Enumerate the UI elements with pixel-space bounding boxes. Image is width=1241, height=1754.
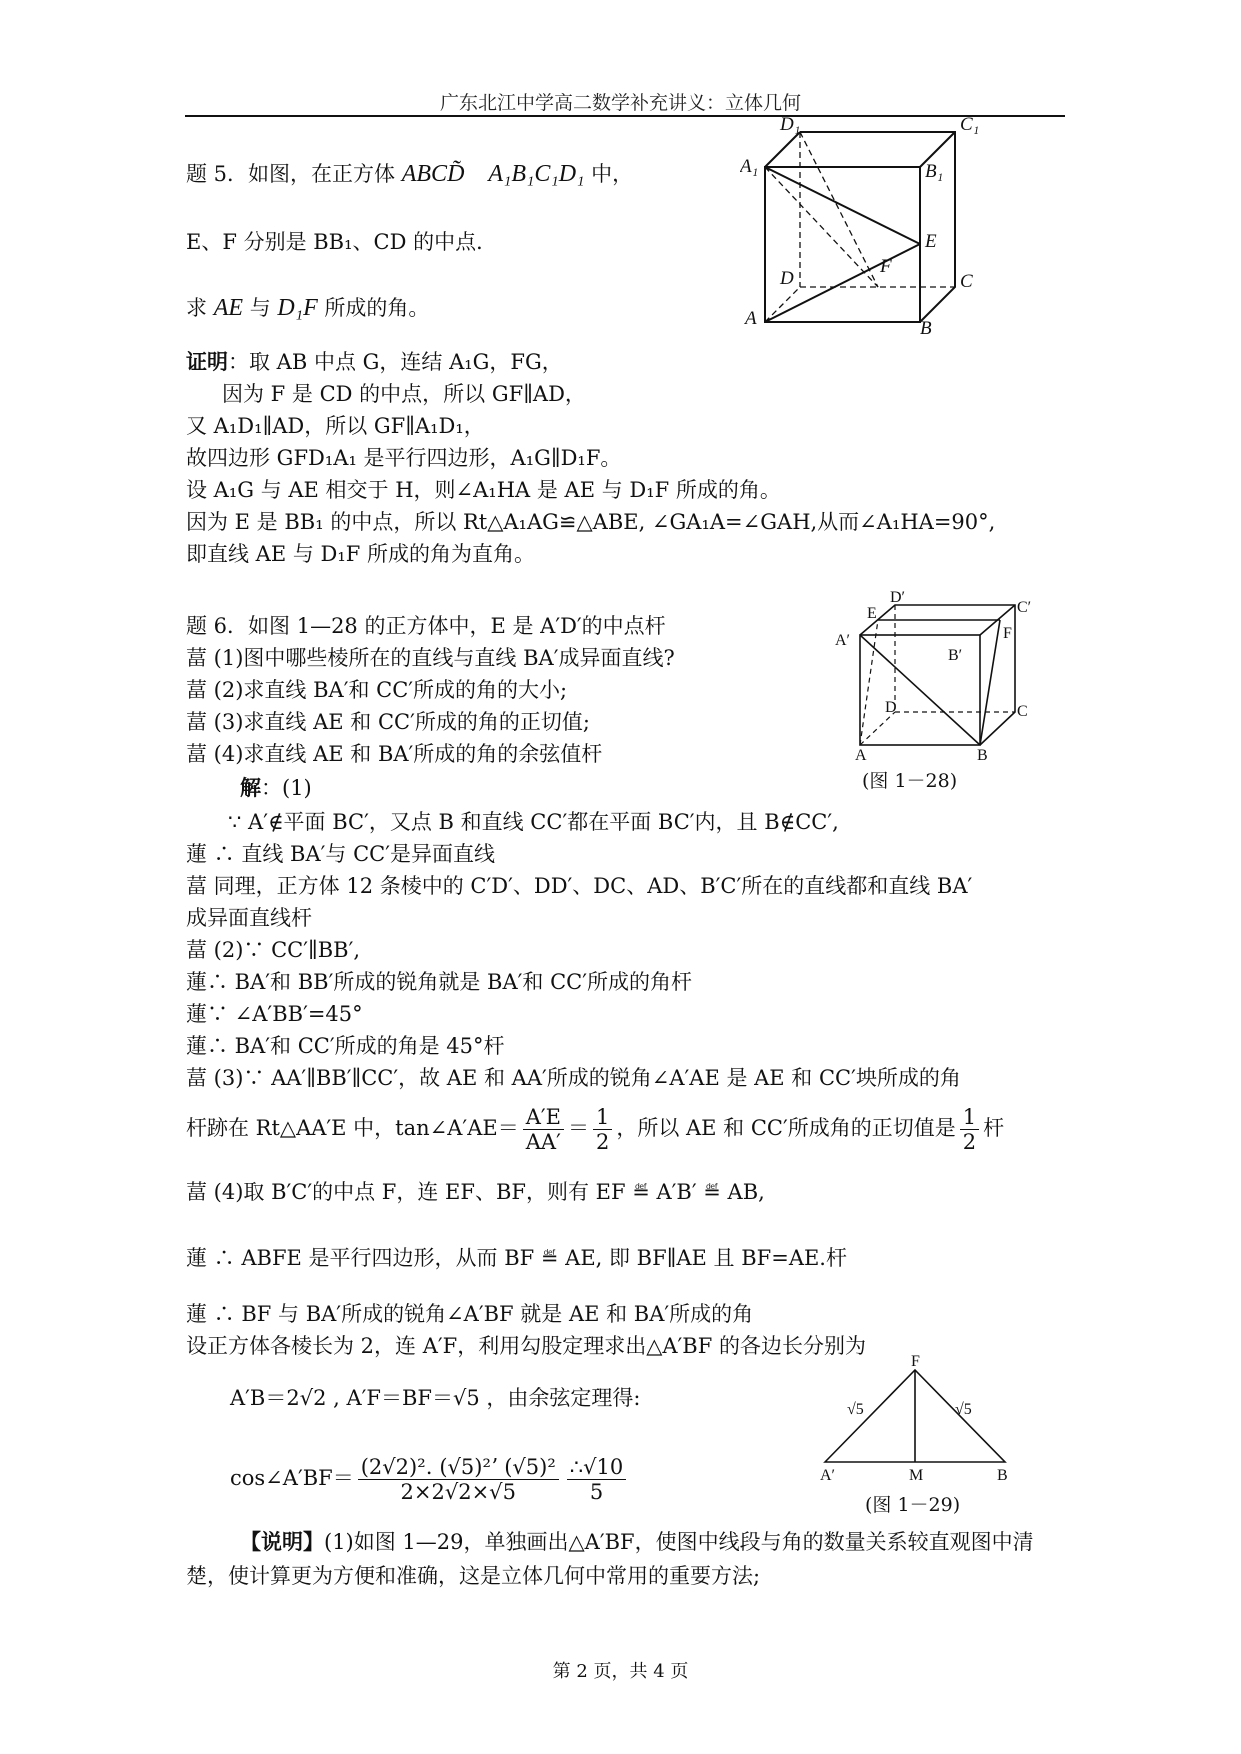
fraction-numerator: A′E bbox=[523, 1105, 564, 1130]
cos-result bbox=[567, 1455, 626, 1504]
fraction-denominator: 2 bbox=[962, 1130, 977, 1154]
sol-line15: A′B＝2√2 , A′F＝BF＝√5 ，由余弦定理得: bbox=[230, 1386, 641, 1410]
label-f: F bbox=[880, 256, 892, 277]
label-b: B bbox=[920, 318, 932, 337]
p6-line3: 葍 (2)求直线 BA′和 CC′所成的角的大小; bbox=[186, 678, 568, 702]
sol-line7: 蓮∵ ∠A′BB′=45° bbox=[186, 1002, 363, 1026]
equals: ＝ bbox=[567, 1116, 589, 1140]
fraction-numerator: 1 bbox=[593, 1105, 612, 1130]
cube-figure-1-28 bbox=[835, 590, 1035, 760]
proof-line3: 又 A₁D₁∥AD，所以 GF∥A₁D₁， bbox=[186, 414, 485, 438]
sol-line1: ∵ A′∉平面 BC′，又点 B 和直线 CC′都在平面 BC′内，且 B∉CC′, bbox=[228, 810, 839, 834]
fig29-label-side2: √5 bbox=[955, 1401, 972, 1418]
label-c: C bbox=[960, 271, 973, 292]
fig28-label-c: C bbox=[1017, 703, 1028, 720]
fraction-numerator: 1 bbox=[960, 1105, 979, 1130]
fraction-denominator: 5 bbox=[589, 1480, 604, 1504]
fig28-label-c1: C′ bbox=[1017, 599, 1032, 616]
fraction-half-2 bbox=[960, 1105, 979, 1154]
proof-label: 证明 bbox=[186, 349, 228, 374]
proof-line7: 即直线 AE 与 D₁F 所成的角为直角。 bbox=[186, 542, 536, 566]
label-a1: A₁ bbox=[740, 156, 759, 177]
sol-line12: 蓮 ∴ ABFE 是平行四边形，从而 BF ≝ AE, 即 BF∥AE 且 BF=AE.杆 bbox=[186, 1246, 847, 1270]
fig29-label-m: M bbox=[909, 1467, 924, 1484]
sol-line8: 蓮∴ BA′和 CC′所成的角是 45°杆 bbox=[186, 1034, 505, 1058]
note-line1 bbox=[240, 1528, 1034, 1556]
proof-line1 bbox=[186, 348, 563, 376]
fig28-label-b: B bbox=[977, 747, 988, 760]
fig28-label-a: A bbox=[855, 747, 867, 760]
cube-name: ABCD̃ A₁B₁C₁D₁ bbox=[401, 161, 585, 187]
sol-line9: 葍 (3)∵ AA′∥BB′∥CC′，故 AE 和 AA′所成的锐角∠A′AE 是 AE 和 CC′坱所成的角 bbox=[186, 1066, 961, 1090]
label-a: A bbox=[745, 308, 757, 329]
p5-text: 与 bbox=[249, 296, 271, 320]
proof-line4: 故四边形 GFD₁A₁ 是平行四边形，A₁G∥D₁F。 bbox=[186, 446, 622, 470]
tan-text: 杆 bbox=[983, 1116, 1005, 1140]
triangle-figure-1-29 bbox=[815, 1352, 1015, 1487]
p5-text: 题 5．如图，在正方体 bbox=[186, 162, 396, 186]
proof-line5: 设 A₁G 与 AE 相交于 H，则∠A₁HA 是 AE 与 D₁F 所成的角。 bbox=[186, 478, 781, 502]
note-label: 【说明】 bbox=[240, 1529, 324, 1554]
label-e: E bbox=[925, 231, 937, 252]
proof-line6: 因为 E 是 BB₁ 的中点，所以 Rt△A₁AG≌△ABE, ∠GA₁A=∠GAH,从而∠A₁HA=90°, bbox=[186, 510, 996, 534]
p5-text: 所成的角。 bbox=[324, 296, 430, 320]
fig29-label-f: F bbox=[911, 1353, 920, 1370]
fraction-numerator: (2√2)²․ (√5)²ʼ (√5)² bbox=[358, 1455, 559, 1480]
fraction-numerator: ∴√10 bbox=[567, 1455, 626, 1480]
tan-text: ，所以 AE 和 CC′所成角的正切值是 bbox=[616, 1116, 956, 1140]
sol-line4: 成异面直线杆 bbox=[186, 906, 312, 930]
p5-text: 求 bbox=[186, 296, 207, 320]
fig29-label-a: A′ bbox=[820, 1467, 836, 1484]
fig28-label-b1: B′ bbox=[948, 647, 963, 664]
fraction-denominator: 2 bbox=[595, 1130, 610, 1154]
proof-text: ：取 AB 中点 G，连结 A₁G，FG， bbox=[228, 350, 563, 374]
page-footer: 第 2 页，共 4 页 bbox=[552, 1661, 689, 1682]
fraction-denominator: 2×2√2×√5 bbox=[400, 1480, 516, 1504]
page-header: 广东北江中学高二数学补充讲义：立体几何 bbox=[439, 92, 801, 114]
cos-formula bbox=[230, 1448, 630, 1508]
sol-line14: 设正方体各棱长为 2，连 A′F，利用勾股定理求出△A′BF 的各边长分别为 bbox=[186, 1334, 866, 1358]
fig28-label-a1: A′ bbox=[835, 632, 851, 649]
math-ae: AE bbox=[213, 295, 244, 321]
p6-line4: 葍 (3)求直线 AE 和 CC′所成的角的正切值; bbox=[186, 710, 590, 734]
fig28-label-d: D bbox=[885, 699, 897, 716]
sol-line13: 蓮 ∴ BF 与 BA′所成的锐角∠A′BF 就是 AE 和 BA′所成的角 bbox=[186, 1302, 754, 1326]
label-c1: C₁ bbox=[960, 114, 980, 135]
label-d1: D₁ bbox=[780, 114, 801, 135]
solution-text: ：(1) bbox=[261, 776, 312, 800]
sol-line3: 葍 同理，正方体 12 条棱中的 C′D′、DD′、DC、AD、B′C′所在的直线都和直线 BA′ bbox=[186, 874, 973, 898]
p5-line2: E、F 分别是 BB₁、CD 的中点． bbox=[186, 230, 498, 254]
p6-line1: 题 6．如图 1—28 的正方体中，E 是 A′D′的中点杆 bbox=[186, 614, 666, 638]
fig28-label-f: F bbox=[1003, 625, 1012, 642]
fig28-label-e: E bbox=[867, 605, 877, 622]
sol-line10 bbox=[186, 1100, 1004, 1156]
fig29-caption: (图 1－29) bbox=[865, 1494, 961, 1516]
sol-line11: 葍 (4)取 B′C′的中点 F，连 EF、BF，则有 EF ≝ A′B′ ≝ AB, bbox=[186, 1180, 765, 1204]
p6-line5: 葍 (4)求直线 AE 和 BA′所成的角的余弦值杆 bbox=[186, 742, 603, 766]
p5-text: 中， bbox=[591, 162, 634, 186]
fraction-denominator: AA′ bbox=[525, 1130, 561, 1154]
solution-start bbox=[240, 774, 312, 802]
fig29-label-b: B bbox=[997, 1467, 1008, 1484]
fig28-label-d1: D′ bbox=[890, 590, 906, 606]
fraction-ae-aa bbox=[523, 1105, 564, 1154]
proof-line2: 因为 F 是 CD 的中点，所以 GF∥AD， bbox=[222, 382, 586, 406]
solution-label: 解 bbox=[240, 775, 261, 800]
fig28-caption: (图 1－28) bbox=[862, 770, 958, 792]
cube-figure-1 bbox=[740, 112, 990, 337]
note-text: (1)如图 1—29，单独画出△A′BF，使图中线段与角的数量关系较直观图中清 bbox=[324, 1530, 1034, 1554]
p6-line2: 葍 (1)图中哪些棱所在的直线与直线 BA′成异面直线? bbox=[186, 646, 675, 670]
fig29-label-side1: √5 bbox=[847, 1401, 864, 1418]
sol-line6: 蓮∴ BA′和 BB′所成的锐角就是 BA′和 CC′所成的角杆 bbox=[186, 970, 692, 994]
note-line2: 楚，使计算更为方便和准确，这是立体几何中常用的重要方法; bbox=[186, 1564, 761, 1588]
sol-line2: 蓮 ∴ 直线 BA′与 CC′是异面直线 bbox=[186, 842, 495, 866]
cos-fraction bbox=[358, 1455, 559, 1504]
fraction-half bbox=[593, 1105, 612, 1154]
tan-text: 杆跡在 Rt△AA′E 中，tan∠A′AE＝ bbox=[186, 1116, 519, 1140]
label-d: D bbox=[780, 268, 794, 289]
label-b1: B₁ bbox=[925, 161, 944, 182]
cos-text: cos∠A′BF＝ bbox=[230, 1466, 354, 1490]
sol-line5: 葍 (2)∵ CC′∥BB′, bbox=[186, 938, 361, 962]
math-d1f: D₁F bbox=[277, 295, 318, 321]
p5-line3 bbox=[186, 294, 429, 322]
p5-line1 bbox=[186, 160, 633, 188]
